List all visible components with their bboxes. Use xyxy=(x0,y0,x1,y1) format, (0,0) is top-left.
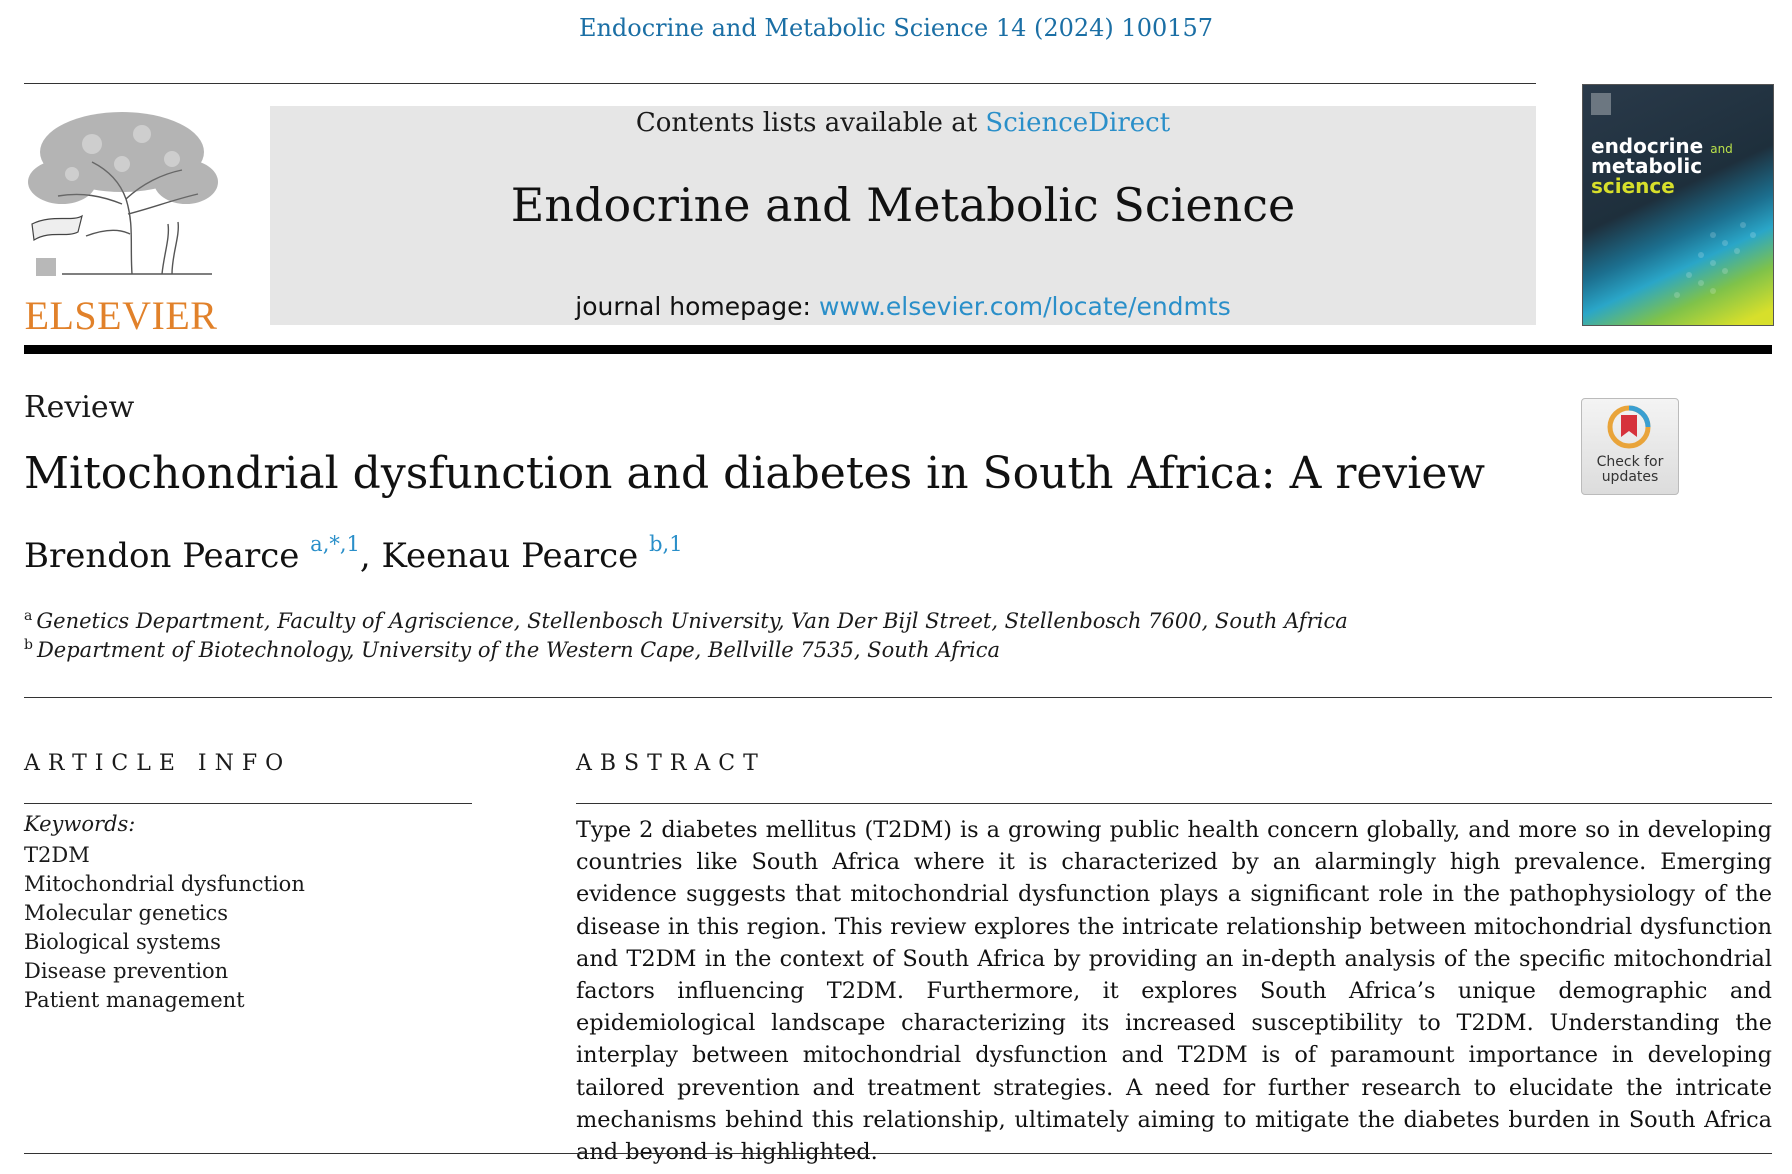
cover-dot-pattern-icon xyxy=(1583,85,1773,325)
homepage-prefix: journal homepage: xyxy=(575,292,819,321)
keyword-item: T2DM xyxy=(24,843,90,867)
elsevier-logo[interactable] xyxy=(22,104,220,338)
header-thick-rule xyxy=(24,345,1772,354)
contents-prefix: Contents lists available at xyxy=(635,108,986,138)
cover-title-line-3: science xyxy=(1591,174,1675,198)
header-rule xyxy=(24,83,1536,84)
affiliation-mark: b xyxy=(24,637,33,653)
author-name[interactable]: Keenau Pearce xyxy=(381,536,639,576)
section-rule xyxy=(24,697,1772,698)
author-list: Brendon Pearce $^{a,*,1}$, Keenau Pearce $^{b,1}$ xyxy=(24,532,683,576)
article-title: Mitochondrial dysfunction and diabetes in South Africa: A review xyxy=(24,448,1486,499)
journal-citation-link[interactable]: Endocrine and Metabolic Science 14 (2024) 100157 xyxy=(578,14,1214,42)
cover-title-line-2: metabolic xyxy=(1591,154,1703,178)
sciencedirect-link[interactable]: ScienceDirect xyxy=(985,108,1171,138)
footer-rule xyxy=(24,1153,1772,1154)
keyword-item: Biological systems xyxy=(24,930,221,954)
elsevier-tree-icon xyxy=(22,104,220,284)
author-name[interactable]: Brendon Pearce xyxy=(24,536,300,576)
keywords-list xyxy=(24,841,305,1015)
affiliation-text: Department of Biotechnology, University of the Western Cape, Bellville 7535, South Africa xyxy=(36,638,1000,662)
abstract-rule xyxy=(576,803,1772,804)
abstract-text: Type 2 diabetes mellitus (T2DM) is a growing public health concern globally, and more so in developing countries like South Africa where it is characterized by an alarmingly high prevalence. Emerging evidence suggests that mitochondrial dysfunction plays a significant role in the pathophysiology of the disease in this region. This review explores the intricate relationship between mitochondrial dysfunction and T2DM in the context of South Africa by providing an in-depth analysis of the specific mitochondrial factors influencing T2DM. Furthermore, it explores South Africa’s unique demographic and epidemiological landscape characterizing its increased susceptibility to T2DM. Understanding the interplay between mitochondrial dysfunction and T2DM is of paramount importance in developing tailored prevention and treatment strategies. A need for further research to elucidate the intricate mechanisms behind this relationship, ultimately aiming to mitigate the diabetes burden in South Africa and beyond is highlighted. xyxy=(576,817,1772,1166)
journal-banner xyxy=(270,106,1536,325)
homepage-line xyxy=(270,292,1536,321)
affiliation-mark: a xyxy=(24,608,33,624)
article-info-rule xyxy=(24,803,472,804)
affiliation-text: Genetics Department, Faculty of Agriscience, Stellenbosch University, Van Der Bijl Street, Stellenbosch 7600, South Africa xyxy=(36,609,1348,633)
journal-homepage-link[interactable]: www.elsevier.com/locate/endmts xyxy=(818,292,1231,321)
keyword-item: Mitochondrial dysfunction xyxy=(24,872,305,896)
keywords-label: Keywords: xyxy=(24,812,136,836)
check-updates-icon xyxy=(1605,403,1653,451)
abstract-heading: ABSTRACT xyxy=(576,751,766,776)
author-marks[interactable]: b,1 xyxy=(649,532,683,556)
keyword-item: Disease prevention xyxy=(24,959,229,983)
contents-line xyxy=(270,108,1536,138)
article-info-heading: ARTICLE INFO xyxy=(24,751,292,776)
journal-cover-image[interactable] xyxy=(1582,84,1774,326)
elsevier-wordmark: ELSEVIER xyxy=(24,293,218,338)
journal-name: Endocrine and Metabolic Science xyxy=(510,178,1296,232)
check-for-updates-button[interactable] xyxy=(1581,398,1679,495)
affiliation-a xyxy=(24,609,1348,633)
author-marks[interactable]: a,*,1 xyxy=(310,532,360,556)
cover-title-line-1: endocrine and xyxy=(1591,134,1733,158)
affiliation-b xyxy=(24,638,1000,662)
check-updates-label: Check for updates xyxy=(1596,454,1664,485)
keyword-item: Molecular genetics xyxy=(24,901,229,925)
keyword-item: Patient management xyxy=(24,988,245,1012)
article-type: Review xyxy=(24,390,135,425)
